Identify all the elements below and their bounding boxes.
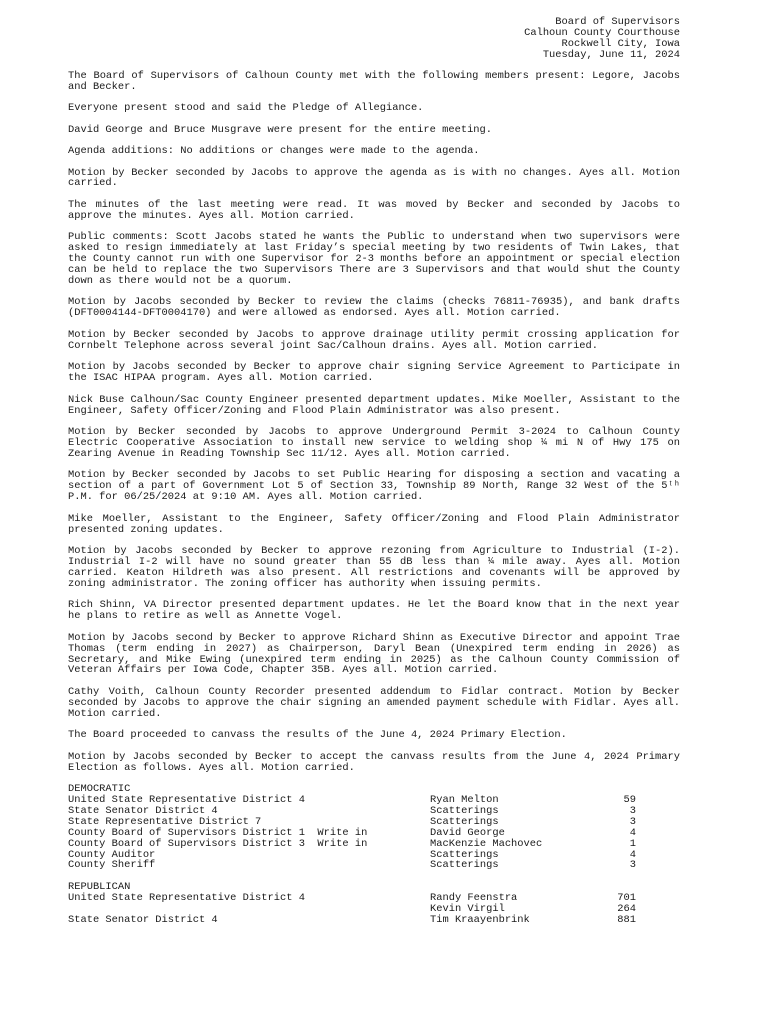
result-candidate: Kevin Virgil — [430, 903, 505, 916]
paragraph-drainage-permit: Motion by Becker seconded by Jacobs to approve drainage utility permit crossing application for Cornbelt Telephone across several joint Sac/Calhoun drains. Ayes all. Motion carried. — [68, 328, 680, 352]
election-results — [68, 784, 680, 926]
result-row — [68, 860, 680, 871]
result-row — [68, 893, 680, 904]
paragraph-rezoning-motion: Motion by Jacobs seconded by Becker to approve rezoning from Agriculture to Industrial (I-2). Industrial I-2 will have no sound greater than 55 dB less than ¼ mile away. Ayes all. Motion carried. Keaton Hildreth was also present. All restrictions and covenants will be approved by zoning administrator. The zoning officer has authority when issuing permits. — [68, 545, 680, 590]
democratic-results-list — [68, 795, 680, 871]
result-office: State Representative District 7 — [68, 815, 262, 828]
result-votes: 701 — [617, 892, 636, 905]
result-office: United State Representative District 4 — [68, 794, 305, 807]
paragraph-canvass: The Board proceeded to canvass the results of the June 4, 2024 Primary Election. — [68, 729, 567, 742]
result-votes: 3 — [629, 815, 636, 828]
result-candidate: MacKenzie Machovec — [430, 837, 543, 850]
paragraph-members-present: The Board of Supervisors of Calhoun County met with the following members present: Legore, Jacobs and Becker. — [68, 69, 680, 93]
paragraph-hipaa-agreement: Motion by Jacobs seconded by Becker to approve chair signing Service Agreement to Participate in the ISAC HIPAA program. Ayes all. Motion carried. — [68, 361, 680, 385]
paragraph-public-hearing: Motion by Becker seconded by Jacobs to set Public Hearing for disposing a section and vacating a section of a part of Government Lot 5 of Section 33, Township 89 North, Range 32 West of the 5ᵗʰ P.M. for 06/25/2024 at 9:10 AM. Ayes all. Motion carried. — [68, 469, 680, 504]
paragraph-agenda-additions: Agenda additions: No additions or changes were made to the agenda. — [68, 145, 480, 158]
paragraph-canvass-motion: Motion by Jacobs seconded by Becker to accept the canvass results from the June 4, 2024 Primary Election as follows. Ayes all. Motion carried. — [68, 750, 680, 774]
result-office: County Auditor — [68, 848, 156, 861]
minutes-body — [68, 71, 680, 774]
result-votes: 59 — [623, 794, 636, 807]
paragraph-agenda-motion: Motion by Becker seconded by Jacobs to approve the agenda as is with no changes. Ayes all. Motion carried. — [68, 166, 680, 190]
republican-results-list — [68, 893, 680, 926]
result-candidate: Tim Kraayenbrink — [430, 913, 530, 926]
paragraph-claims-motion: Motion by Jacobs seconded by Becker to review the claims (checks 76811-76935), and bank drafts (DFT0004144-DFT0004170) and were allowed as endorsed. Ayes all. Motion carried. — [68, 296, 680, 320]
result-office: County Board of Supervisors District 1 Write in — [68, 826, 368, 839]
paragraph-engineer-updates: Nick Buse Calhoun/Sac County Engineer presented department updates. Mike Moeller, Assistant to the Engineer, Safety Officer/Zoning and Flood Plain Administrator was also present. — [68, 393, 680, 417]
paragraph-va-updates: Rich Shinn, VA Director presented department updates. He let the Board know that in the next year he plans to retire as well as Annette Vogel. — [68, 599, 680, 623]
result-office: County Sheriff — [68, 859, 156, 872]
result-votes: 4 — [629, 848, 636, 861]
result-votes: 881 — [617, 913, 636, 926]
paragraph-public-comments: Public comments: Scott Jacobs stated he wants the Public to understand when two supervisors were asked to resign immediately at last Friday’s special meeting by two residents of Twin Lakes, that the County cannot run with one Supervisor for 2-3 months before an appointment or special election can be held to replace the two Supervisors There are 3 Supervisors and that would shut the County down as there would not be a quorum. — [68, 231, 680, 287]
democratic-heading: DEMOCRATIC — [68, 783, 131, 796]
result-row — [68, 850, 680, 861]
header-board-name: Board of Supervisors — [555, 16, 680, 28]
result-candidate: Ryan Melton — [430, 794, 499, 807]
result-votes: 264 — [617, 903, 636, 916]
result-candidate: Scatterings — [430, 815, 499, 828]
result-candidate: Scatterings — [430, 859, 499, 872]
result-votes: 3 — [629, 804, 636, 817]
result-candidate: Randy Feenstra — [430, 892, 518, 905]
document-header — [68, 17, 680, 61]
paragraph-underground-permit: Motion by Becker seconded by Jacobs to approve Underground Permit 3-2024 to Calhoun County Electric Cooperative Association to install new service to welding shop ¼ mi N of Hwy 175 on Zearing Avenue in Reading Township Sec 11/12. Ayes all. Motion carried. — [68, 426, 680, 460]
result-row — [68, 839, 680, 850]
document-page — [68, 17, 680, 926]
result-votes: 1 — [629, 837, 636, 850]
result-office: United State Representative District 4 — [68, 892, 305, 905]
header-location: Rockwell City, Iowa — [561, 37, 680, 50]
result-office: State Senator District 4 — [68, 804, 218, 817]
paragraph-attendees: David George and Bruce Musgrave were present for the entire meeting. — [68, 123, 493, 136]
result-candidate: Scatterings — [430, 848, 499, 861]
result-candidate: Scatterings — [430, 804, 499, 817]
header-date: Tuesday, June 11, 2024 — [542, 48, 680, 61]
result-votes: 4 — [629, 826, 636, 839]
result-row — [68, 915, 680, 926]
paragraph-va-commission: Motion by Jacobs second by Becker to approve Richard Shinn as Executive Director and appoint Trae Thomas (term ending in 2027) as Chairperson, Daryl Bean (Unexpired term ending in 2026) as Secretary, and Mike Ewing (unexpired term ending in 2025) as the Calhoun County Commission of Veteran Affairs per Iowa Code, Chapter 35B. Ayes all. Motion carried. — [68, 631, 680, 677]
paragraph-minutes-motion: The minutes of the last meeting were read. It was moved by Becker and seconded by Jacobs to approve the minutes. Ayes all. Motion carried. — [68, 198, 680, 222]
paragraph-recorder-fidlar: Cathy Voith, Calhoun County Recorder presented addendum to Fidlar contract. Motion by Becker seconded by Jacobs to approve the chair signing an amended payment schedule with Fidlar. Ayes all. Motion carried. — [68, 685, 680, 720]
paragraph-pledge: Everyone present stood and said the Pledge of Allegiance. — [68, 102, 424, 115]
result-candidate: David George — [430, 826, 505, 839]
republican-heading: REPUBLICAN — [68, 881, 131, 894]
header-courthouse: Calhoun County Courthouse — [524, 26, 680, 39]
paragraph-zoning-updates: Mike Moeller, Assistant to the Engineer, Safety Officer/Zoning and Flood Plain Administrator presented zoning updates. — [68, 512, 680, 536]
result-votes: 3 — [629, 859, 636, 872]
result-office: State Senator District 4 — [68, 913, 218, 926]
result-office: County Board of Supervisors District 3 Write in — [68, 837, 368, 850]
